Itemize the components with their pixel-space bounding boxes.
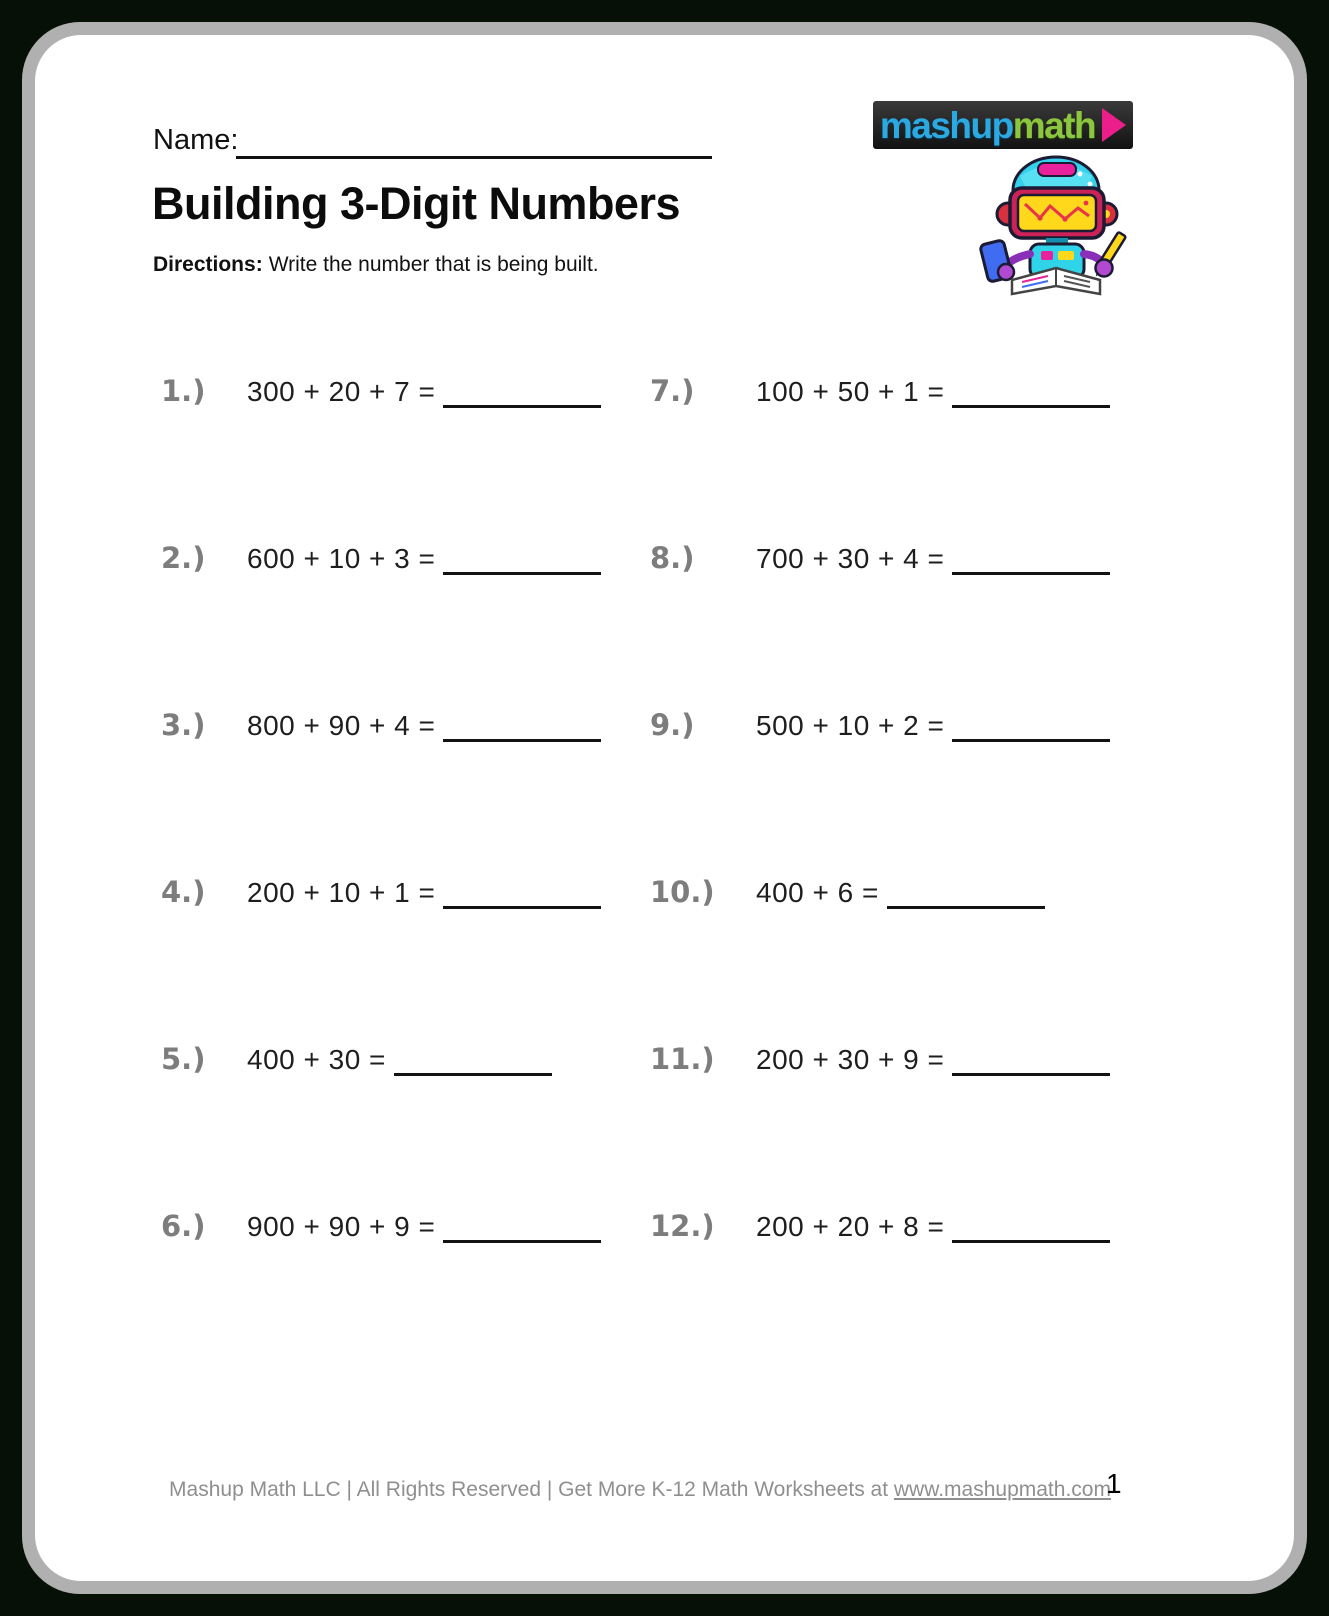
- robot-writing-illustration: [968, 146, 1140, 298]
- problem-expression: 400 + 30 =: [247, 1044, 386, 1075]
- problem-number: 1.): [161, 374, 206, 408]
- problem-number: 4.): [161, 875, 206, 909]
- problem-row: [161, 374, 601, 408]
- logo-word-mashup: mashup: [879, 104, 1013, 146]
- problem-row: [161, 708, 601, 742]
- answer-blank-line[interactable]: [952, 1240, 1110, 1243]
- problem-number: 2.): [161, 541, 206, 575]
- problem-number: 7.): [650, 374, 695, 408]
- directions-label: Directions:: [153, 253, 263, 276]
- mashupmath-logo-banner: [873, 101, 1133, 149]
- problem-expression: 700 + 30 + 4 =: [756, 543, 945, 574]
- answer-blank-line[interactable]: [443, 1240, 601, 1243]
- name-blank-line[interactable]: [236, 120, 712, 159]
- problem-row: [650, 374, 1110, 408]
- problem-expression: 400 + 6 =: [756, 877, 879, 908]
- problem-row: [161, 1209, 601, 1243]
- answer-blank-line[interactable]: [952, 1073, 1110, 1076]
- directions: [153, 253, 599, 277]
- problem-row: [650, 1209, 1110, 1243]
- problem-row: [161, 1042, 552, 1076]
- directions-text: Write the number that is being built.: [268, 253, 599, 276]
- problem-row: [161, 875, 601, 909]
- problem-expression: 200 + 20 + 8 =: [756, 1211, 945, 1242]
- logo-word-math: math: [1012, 104, 1096, 146]
- problem-number: 5.): [161, 1042, 206, 1076]
- problem-expression: 200 + 30 + 9 =: [756, 1044, 945, 1075]
- problem-expression: 200 + 10 + 1 =: [247, 877, 436, 908]
- problem-row: [161, 541, 601, 575]
- answer-blank-line[interactable]: [443, 906, 601, 909]
- answer-blank-line[interactable]: [443, 572, 601, 575]
- problem-row: [650, 708, 1110, 742]
- footer: [140, 1478, 1140, 1502]
- page-number: 1: [1106, 1468, 1122, 1499]
- answer-blank-line[interactable]: [952, 572, 1110, 575]
- problem-number: 8.): [650, 541, 695, 575]
- problem-number: 9.): [650, 708, 695, 742]
- problem-number: 10.): [650, 875, 715, 909]
- footer-site-link[interactable]: www.mashupmath.com: [893, 1478, 1111, 1501]
- problem-expression: 600 + 10 + 3 =: [247, 543, 436, 574]
- problem-expression: 900 + 90 + 9 =: [247, 1211, 436, 1242]
- answer-blank-line[interactable]: [394, 1073, 552, 1076]
- problem-row: [650, 1042, 1110, 1076]
- problem-row: [650, 541, 1110, 575]
- problem-number: 12.): [650, 1209, 715, 1243]
- worksheet-title: Building 3-Digit Numbers: [152, 178, 680, 229]
- answer-blank-line[interactable]: [952, 739, 1110, 742]
- problem-row: [650, 875, 1045, 909]
- problem-expression: 800 + 90 + 4 =: [247, 710, 436, 741]
- problem-expression: 100 + 50 + 1 =: [756, 376, 945, 407]
- answer-blank-line[interactable]: [887, 906, 1045, 909]
- answer-blank-line[interactable]: [952, 405, 1110, 408]
- name-label: Name:: [153, 124, 239, 156]
- answer-blank-line[interactable]: [443, 405, 601, 408]
- problem-expression: 300 + 20 + 7 =: [247, 376, 436, 407]
- answer-blank-line[interactable]: [443, 739, 601, 742]
- problem-expression: 500 + 10 + 2 =: [756, 710, 945, 741]
- problem-number: 3.): [161, 708, 206, 742]
- footer-text: Mashup Math LLC | All Rights Reserved | Get More K-12 Math Worksheets at: [169, 1478, 894, 1501]
- problem-number: 11.): [650, 1042, 715, 1076]
- play-triangle-icon: [1102, 108, 1126, 142]
- problem-number: 6.): [161, 1209, 206, 1243]
